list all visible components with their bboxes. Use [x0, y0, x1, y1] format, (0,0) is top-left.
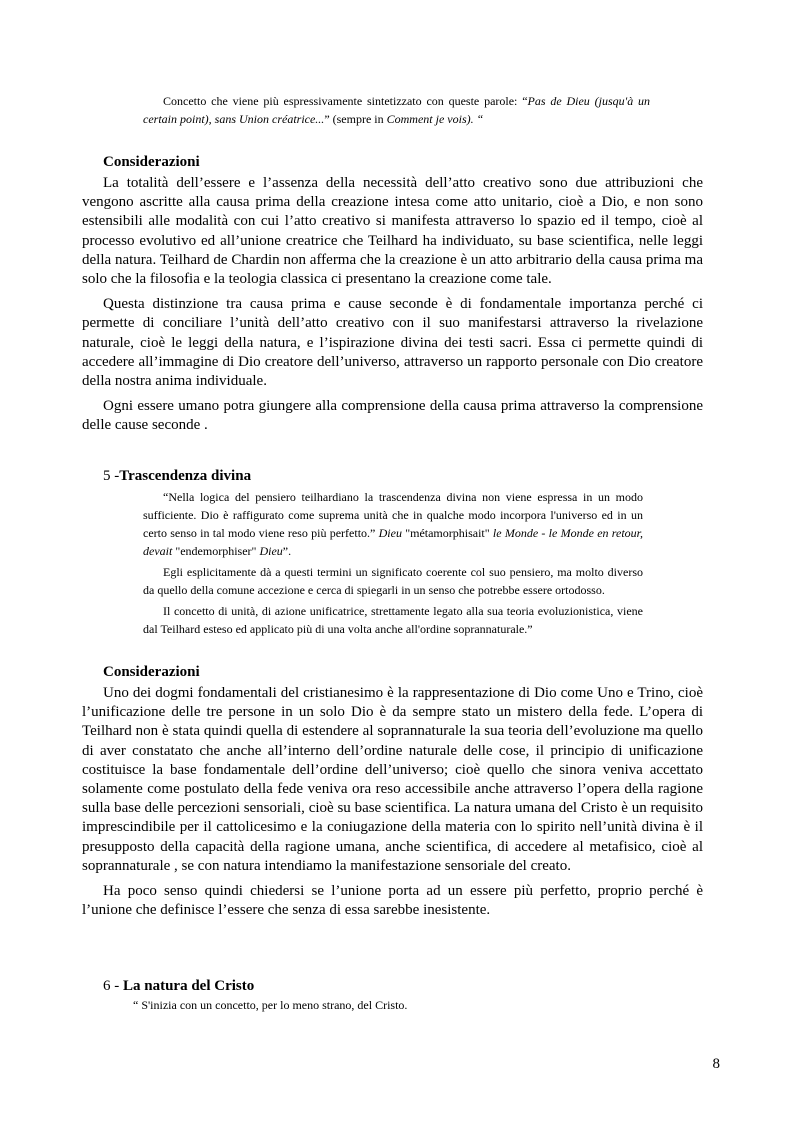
section-title: La natura del Cristo — [119, 978, 255, 994]
paragraph: Ogni essere umano potra giungere alla comprensione della causa prima attraverso la comprensione delle cause seconde . — [82, 398, 703, 434]
section6-quote: “ S'inizia con un concetto, per lo meno strano, del Cristo. — [133, 998, 408, 1012]
section-heading-6 — [103, 976, 254, 996]
intro-quote-italic-2: Comment je vois). “ — [386, 112, 484, 126]
section-title: Trascendenza divina — [119, 468, 252, 484]
paragraph: La totalità dell’essere e l’assenza della necessità dell’atto creativo sono due attribuzioni che vengono ascritte alla causa prima della creazione intesa come atto unitario, cioè a Dio, e non sono estensibili alle modalità con cui l’atto creativo si manifesta attraverso lo spazio ed il tempo, cioè al processo evolutivo ed all’unione creatrice che Teilhard ha individuato, su base scientifica, nelle leggi della natura. Teilhard de Chardin non afferma che la creazione è un atto arbitrario della causa prima ma solo che la filosofia e la teologia classica ci presentano la creazione come tale. — [82, 175, 703, 288]
section1-body — [82, 174, 703, 442]
page-number: 8 — [712, 1056, 720, 1072]
quote-paragraph: Il concetto di unità, di azione unificatrice, strettamente legato alla sua teoria evoluzionistica, viene dal Teilhard esteso ed applicato più di una volta anche all'ordine soprannaturale.” — [143, 604, 643, 636]
section-heading-considerazioni-2: Considerazioni — [103, 664, 200, 680]
paragraph: Questa distinzione tra causa prima e cause seconde è di fondamentale importanza perché ci permette di conciliare l’unità dell’atto creativo con il suo manifestarsi attraverso la rivelazione naturale, cioè le leggi della natura, e l’ispirazione divina dei testi sacri. Essa ci permette quindi di accedere all’immagine di Dio creatore dell’universo, attraverso un rapporto personale con Dio creatore della nostra anima individuale. — [82, 296, 703, 390]
intro-quote-text: Concetto che viene più espressivamente sintetizzato con queste parole: “ — [163, 94, 528, 108]
section2-body — [82, 684, 703, 926]
intro-quote-italic-1: Pas de Dieu (jusqu'à un certain point), sans Union créatrice... — [143, 94, 650, 126]
section-heading-considerazioni-1: Considerazioni — [103, 154, 200, 170]
section-heading-5 — [103, 466, 251, 486]
paragraph: Uno dei dogmi fondamentali del cristianesimo è la rappresentazione di Dio come Uno e Trino, cioè l’unificazione delle tre persone in un solo Dio è da sempre stato un mistero della fede. L’opera di Teilhard non è stata quindi quella di estendere al soprannaturale la sua teoria dell’evoluzione ma quello di aver constatato che anche all’interno dell’ordine naturale delle cose, il principio di unificazione costituisce la base fondamentale dell’ordine dell’universo; cioè quello che sinora veniva accettato solamente come postulato della fede veniva ora reso accessibile anche attraverso l’opera della ragione sulla base delle percezioni sensoriali, cioè su base scientifica. La natura umana del Cristo è un requisito imprescindibile per il cattolicesimo e la coniugazione della materia con lo spirito nell’unità divina è il presupposto della capacità della ragione umana, anche scientifica, di accedere al metafisico, cioè al soprannaturale , se con natura intendiamo la manifestazione sensoriale del creato. — [82, 685, 703, 874]
section5-quote — [143, 488, 643, 638]
quote-paragraph: “Nella logica del pensiero teilhardiano la trascendenza divina non viene espressa in un modo sufficiente. Dio è raffigurato come suprema unità che in qualche modo incorpora l'universo ed in un certo senso in tal modo viene reso più perfetto.” Dieu "métamorphisait" le Monde - le Monde en retour, devait "endemorphiser" Dieu”. — [143, 490, 643, 558]
section-number: 5 - — [103, 468, 120, 484]
section-number: 6 - — [103, 978, 120, 994]
quote-paragraph: Egli esplicitamente dà a questi termini un significato coerente col suo pensiero, ma molto diverso da quello della comune accezione e cerca di spiegarli in un senso che potrebbe essere ortodosso. — [143, 565, 643, 597]
intro-quote-mid: ” (sempre in — [324, 112, 387, 126]
intro-quote — [143, 92, 650, 128]
paragraph: Ha poco senso quindi chiedersi se l’unione porta ad un essere più perfetto, proprio perché è l’unione che definisce l’essere che senza di essa sarebbe inesistente. — [82, 883, 703, 919]
